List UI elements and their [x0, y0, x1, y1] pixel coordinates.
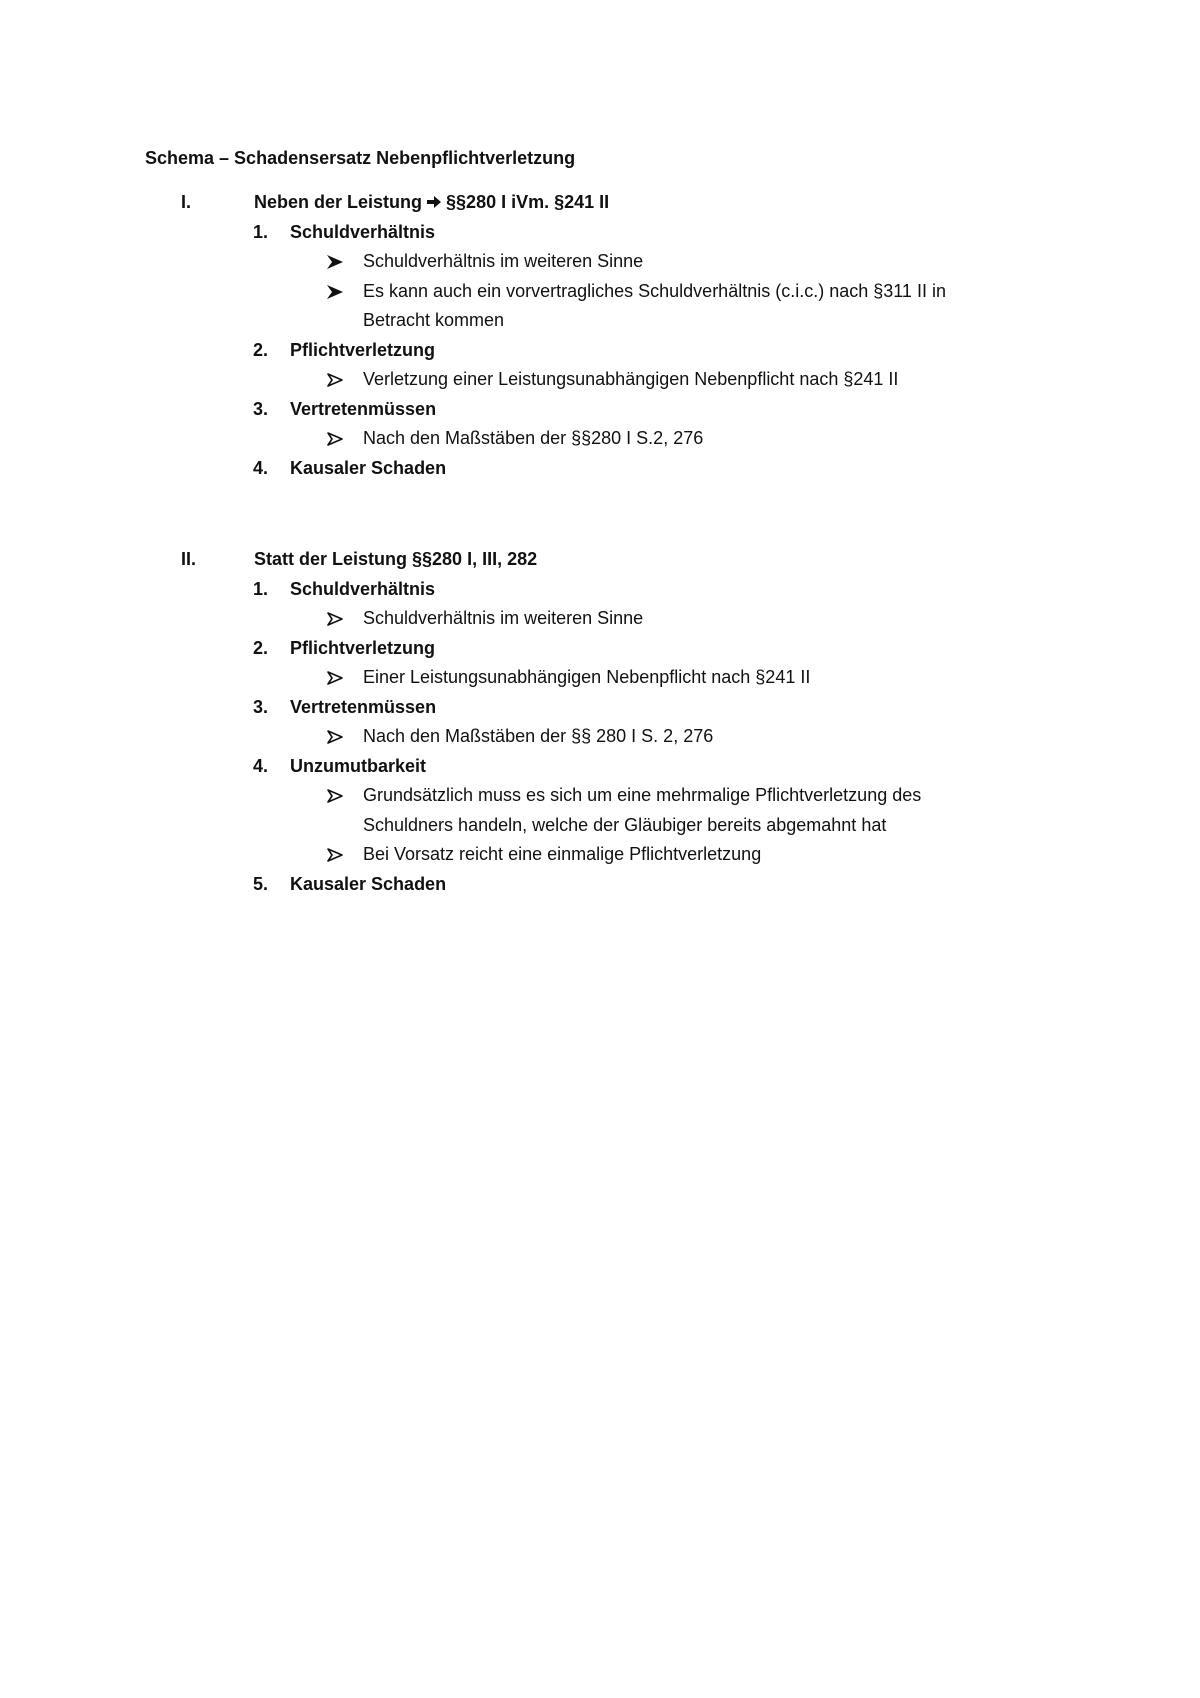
bullet-item	[0, 604, 1200, 634]
arrowhead-outline-bullet-icon	[326, 670, 344, 686]
document-title: Schema – Schadensersatz Nebenpflichtverletzung	[145, 148, 576, 168]
item-number: 1.	[253, 578, 269, 599]
bullet-text: Schuldverhältnis im weiteren Sinne	[363, 608, 644, 628]
section-heading: Statt der Leistung §§280 I, III, 282	[254, 549, 538, 569]
arrowhead-bullet-icon	[326, 254, 344, 270]
bullet-text: Nach den Maßstäben der §§280 I S.2, 276	[363, 428, 704, 448]
item-label: Kausaler Schaden	[290, 457, 447, 478]
bullet-text: Verletzung einer Leistungsunabhängigen Nebenpflicht nach §241 II	[363, 369, 899, 389]
bullet-item	[0, 781, 1200, 811]
right-arrow-icon	[426, 195, 442, 209]
arrowhead-outline-bullet-icon	[326, 729, 344, 745]
section-heading-reference: §§280 I iVm. §241 II	[446, 192, 610, 212]
section-1	[0, 188, 1200, 483]
section-2	[0, 545, 1200, 899]
list-item	[0, 454, 1200, 484]
section-heading-text: Neben der Leistung	[254, 192, 423, 212]
bullet-item	[0, 722, 1200, 752]
section-heading-line	[0, 545, 1200, 575]
bullet-text: Grundsätzlich muss es sich um eine mehrmalige Pflichtverletzung des	[363, 785, 922, 805]
bullet-text: Einer Leistungsunabhängigen Nebenpflicht nach §241 II	[363, 667, 811, 687]
item-label: Schuldverhältnis	[290, 578, 436, 599]
item-number: 4.	[253, 755, 269, 776]
bullet-text-continuation: Schuldners handeln, welche der Gläubiger bereits abgemahnt hat	[363, 814, 887, 835]
section-heading-line	[0, 188, 1200, 218]
list-item	[0, 575, 1200, 605]
list-item	[0, 634, 1200, 664]
arrowhead-outline-bullet-icon	[326, 611, 344, 627]
bullet-item	[0, 840, 1200, 870]
bullet-continuation	[0, 306, 1200, 336]
item-label: Kausaler Schaden	[290, 873, 447, 894]
section-numeral: II.	[181, 549, 197, 569]
item-label: Unzumutbarkeit	[290, 755, 427, 776]
bullet-item	[0, 277, 1200, 307]
item-label: Vertretenmüssen	[290, 398, 437, 419]
bullet-item	[0, 424, 1200, 454]
item-label: Pflichtverletzung	[290, 339, 436, 360]
section-heading	[254, 188, 609, 218]
list-item	[0, 693, 1200, 723]
bullet-text: Es kann auch ein vorvertragliches Schuldverhältnis (c.i.c.) nach §311 II in	[363, 280, 946, 301]
list-item	[0, 395, 1200, 425]
bullet-text: Schuldverhältnis im weiteren Sinne	[363, 251, 644, 271]
arrowhead-outline-bullet-icon	[326, 372, 344, 388]
item-number: 3.	[253, 398, 269, 419]
bullet-item	[0, 365, 1200, 395]
list-item	[0, 218, 1200, 248]
bullet-item	[0, 663, 1200, 693]
bullet-item	[0, 247, 1200, 277]
arrowhead-outline-bullet-icon	[326, 788, 344, 804]
item-number: 3.	[253, 696, 269, 717]
item-number: 2.	[253, 339, 269, 360]
arrowhead-outline-bullet-icon	[326, 847, 344, 863]
bullet-continuation	[0, 811, 1200, 841]
list-item	[0, 336, 1200, 366]
list-item	[0, 752, 1200, 782]
item-label: Vertretenmüssen	[290, 696, 437, 717]
bullet-text: Bei Vorsatz reicht eine einmalige Pflichtverletzung	[363, 844, 762, 864]
section-numeral: I.	[181, 192, 192, 212]
bullet-text: Nach den Maßstäben der §§ 280 I S. 2, 276	[363, 726, 714, 746]
item-number: 5.	[253, 873, 269, 894]
list-item	[0, 870, 1200, 900]
item-label: Pflichtverletzung	[290, 637, 436, 658]
arrowhead-outline-bullet-icon	[326, 431, 344, 447]
bullet-text-continuation: Betracht kommen	[363, 310, 505, 330]
arrowhead-bullet-icon	[326, 284, 344, 300]
item-number: 4.	[253, 457, 269, 478]
item-number: 2.	[253, 637, 269, 658]
item-label: Schuldverhältnis	[290, 221, 436, 242]
item-number: 1.	[253, 221, 269, 242]
